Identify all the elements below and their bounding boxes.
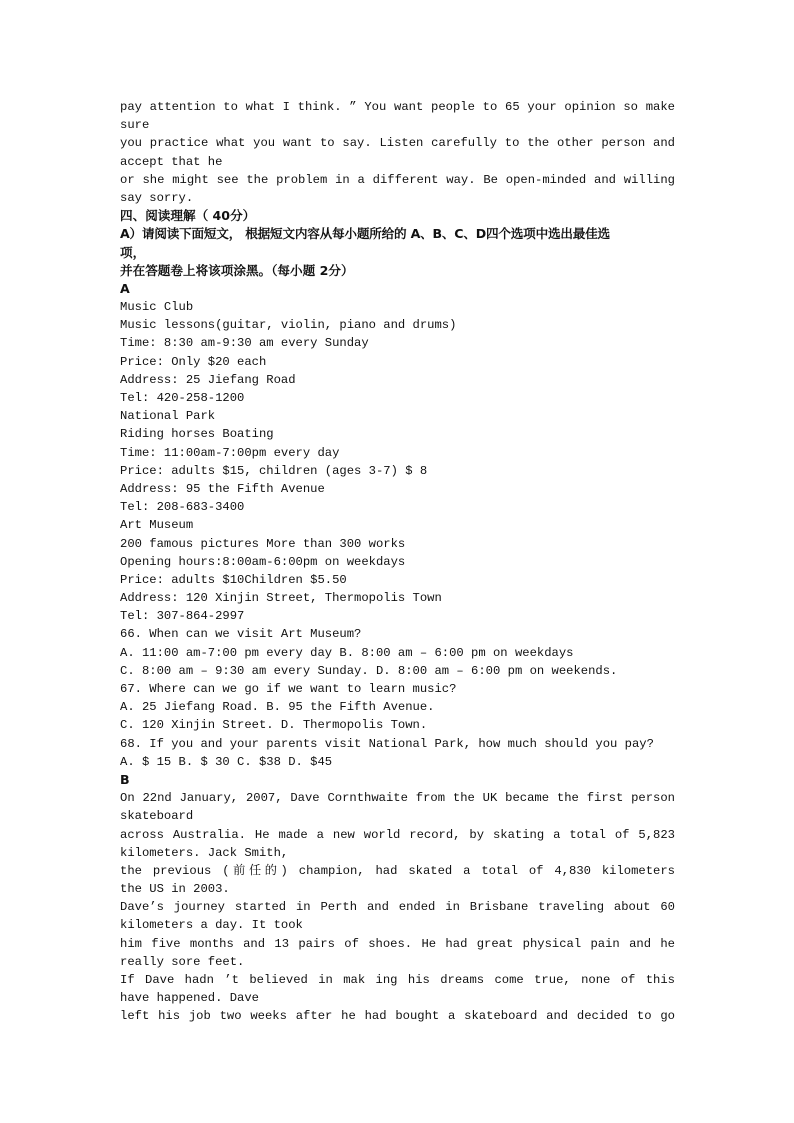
document-page (120, 98, 675, 1026)
question-line: C. 120 Xinjin Street. D. Thermopolis Town. (120, 718, 428, 733)
passage-a-line: Opening hours:8:00am-6:00pm on weekdays (120, 554, 406, 569)
passage-a-line: Address: 25 Jiefang Road (120, 372, 296, 387)
section-title: 四、阅读理解（ 40分） (120, 208, 256, 224)
passage-b-line: If Dave hadn ’t believed in mak ing his dreams come true, none of this (120, 973, 675, 987)
question-line: 68. If you and your parents visit National Park, how much should you pay? (120, 736, 654, 751)
passage-a-line: Tel: 208-683-3400 (120, 500, 245, 515)
passage-a-line: Art Museum (120, 518, 194, 533)
passage-b-line-cont: skateboard (120, 809, 194, 824)
passage-a-line: Price: adults $10Children $5.50 (120, 572, 347, 587)
passage-b-line: On 22nd January, 2007, Dave Cornthwaite from the UK became the first person (120, 791, 675, 806)
passage-b-line: Dave’s journey started in Perth and ended in Brisbane traveling about 60 (120, 900, 675, 915)
intro-line-2: you practice what you want to say. Listen carefully to the other person and (120, 136, 675, 151)
question-line: A. 25 Jiefang Road. B. 95 the Fifth Avenue. (120, 700, 435, 715)
section-instruction-2: 并在答题卷上将该项涂黑。（每小题 2分） (120, 262, 354, 278)
passage-a-label: A (120, 280, 130, 296)
passage-a-line: Music Club (120, 300, 194, 315)
passage-a-line: National Park (120, 409, 216, 424)
intro-line-3-cont: say sorry. (120, 190, 194, 205)
passage-b-line: him five months and 13 pairs of shoes. He had great physical pain and he (120, 936, 675, 951)
intro-line-2-cont: accept that he (120, 154, 223, 169)
passage-b-line: left his job two weeks after he had bought a skateboard and decided to go (120, 1009, 675, 1024)
section-instruction-1: A）请阅读下面短文， 根据短文内容从每小题所给的 A、B、C、D四个选项中选出最佳选 (120, 226, 610, 242)
passage-b-line-cont: really sore feet. (120, 954, 245, 969)
intro-line-1-cont: sure (120, 118, 150, 133)
question-line: 67. Where can we go if we want to learn music? (120, 682, 457, 696)
passage-b-line-cont: kilometers a day. It took (120, 918, 303, 933)
passage-b-line-cont: have happened. Dave (120, 991, 259, 1006)
question-line: C. 8:00 am – 9:30 am every Sunday. D. 8:00 am – 6:00 pm on weekends. (120, 663, 618, 678)
section-instruction-1-cont: 项， (120, 244, 146, 260)
passage-a-line: Price: Only $20 each (120, 354, 267, 369)
passage-a-line: Address: 120 Xinjin Street, Thermopolis Town (120, 591, 442, 606)
passage-a-line: 200 famous pictures More than 300 works (120, 536, 406, 551)
intro-line-3: or she might see the problem in a different way. Be open-minded and willing (120, 172, 675, 187)
question-line: 66. When can we visit Art Museum? (120, 627, 362, 642)
passage-a-line: Address: 95 the Fifth Avenue (120, 481, 325, 496)
passage-b-line-cont: the US in 2003. (120, 882, 230, 897)
passage-b-line-cont: kilometers. Jack Smith, (120, 845, 289, 860)
question-line: A. 11:00 am-7:00 pm every day B. 8:00 am – 6:00 pm on weekdays (120, 645, 574, 660)
passage-b-line: the previous (前任的) champion, had skated a total of 4,830 kilometers (120, 863, 675, 878)
passage-a-line: Tel: 420-258-1200 (120, 391, 245, 405)
intro-line-1: pay attention to what I think. ” You want people to 65 your opinion so make (120, 100, 675, 114)
passage-a-line: Tel: 307-864-2997 (120, 609, 245, 624)
passage-a-line: Time: 8:30 am-9:30 am every Sunday (120, 336, 369, 351)
passage-a-line: Time: 11:00am-7:00pm every day (120, 445, 340, 460)
passage-a-line: Price: adults $15, children (ages 3-7) $ 8 (120, 463, 428, 478)
question-line: A. $ 15 B. $ 30 C. $38 D. $45 (120, 754, 333, 769)
passage-a-line: Music lessons(guitar, violin, piano and drums) (120, 318, 457, 333)
passage-b-line: across Australia. He made a new world record, by skating a total of 5,823 (120, 827, 675, 842)
passage-a-line: Riding horses Boating (120, 427, 274, 442)
passage-b-label: B (120, 771, 130, 787)
